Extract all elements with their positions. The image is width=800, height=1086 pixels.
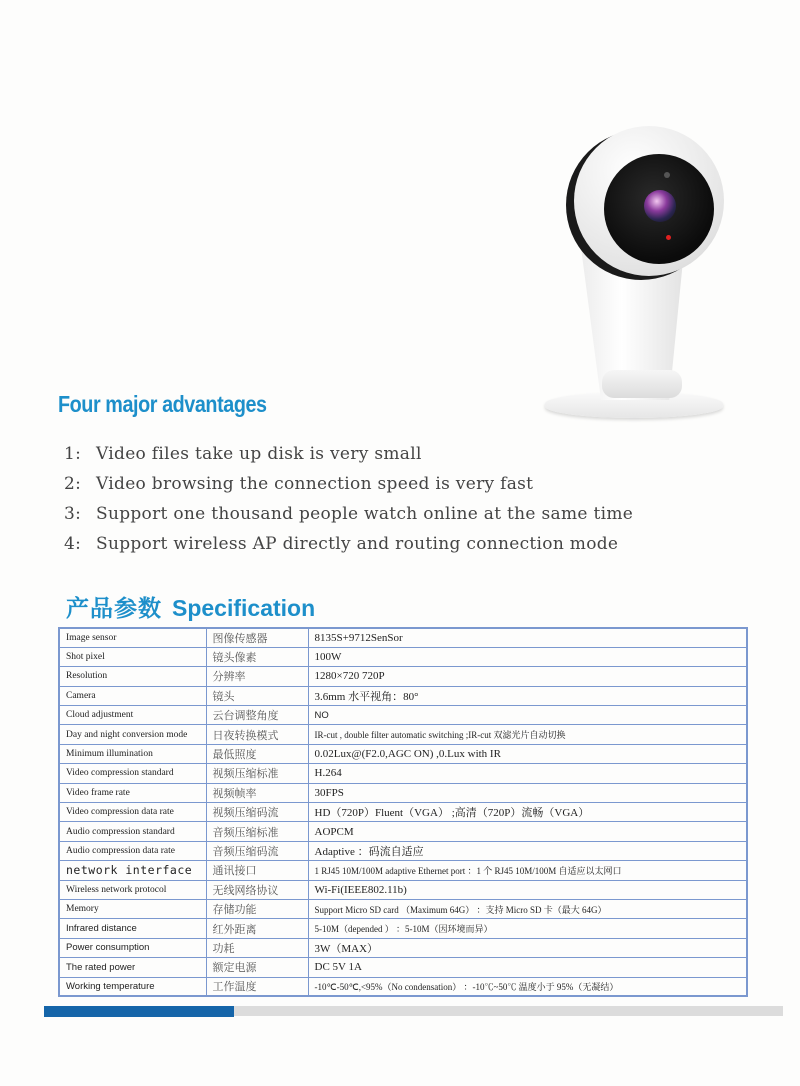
spec-value: Support Micro SD card （Maximum 64G） ：支持 Micro SD 卡（最大 64G）	[308, 899, 747, 918]
camera-hinge	[602, 370, 682, 398]
spec-label-cn: 存储功能	[206, 899, 308, 918]
spec-label-cn: 音频压缩标准	[206, 822, 308, 841]
table-row	[59, 764, 747, 783]
spec-value: 5-10M（depended ） ：5-10M（因环境而异）	[308, 919, 747, 938]
table-row	[59, 938, 747, 957]
spec-value: NO	[308, 706, 747, 725]
spec-value: Wi-Fi(IEEE802.11b)	[308, 880, 747, 899]
spec-label-cn: 无线网络协议	[206, 880, 308, 899]
advantage-text: Video files take up disk is very small	[96, 444, 422, 464]
spec-label-en: Day and night conversion mode	[59, 725, 206, 744]
advantage-item	[64, 501, 633, 531]
spec-label-cn: 额定电源	[206, 958, 308, 977]
table-row	[59, 919, 747, 938]
spec-value: -10℃-50℃,<95%（No condensation） ：-10℃~50℃ 温度小于 95%（无凝结）	[308, 977, 747, 996]
spec-label-en: network interface	[59, 861, 206, 880]
spec-label-en: Video compression standard	[59, 764, 206, 783]
spec-label-cn: 图像传感器	[206, 628, 308, 647]
footer-bar-track	[234, 1006, 783, 1016]
advantage-number: 2:	[64, 474, 82, 494]
advantage-text: Support one thousand people watch online at the same time	[96, 504, 634, 524]
spec-label-cn: 云台调整角度	[206, 706, 308, 725]
spec-value: H.264	[308, 764, 747, 783]
advantage-text: Video browsing the connection speed is very fast	[96, 474, 534, 494]
camera-product-image	[540, 120, 730, 420]
spec-label-cn: 红外距离	[206, 919, 308, 938]
spec-label-en: Image sensor	[59, 628, 206, 647]
spec-value: 3.6mm 水平视角：80°	[308, 686, 747, 705]
footer-bar-accent	[44, 1006, 234, 1017]
spec-label-cn: 镜头	[206, 686, 308, 705]
spec-label-en: Shot pixel	[59, 647, 206, 666]
spec-label-en: Video compression data rate	[59, 803, 206, 822]
spec-label-en: Video frame rate	[59, 783, 206, 802]
spec-label-en: Audio compression data rate	[59, 841, 206, 860]
specification-heading-en: Specification	[172, 595, 316, 621]
spec-value: 8135S+9712SenSor	[308, 628, 747, 647]
table-row	[59, 744, 747, 763]
spec-label-cn: 视频帧率	[206, 783, 308, 802]
table-row	[59, 628, 747, 647]
camera-light-sensor	[664, 172, 670, 178]
spec-label-en: Memory	[59, 899, 206, 918]
spec-label-en: Infrared distance	[59, 919, 206, 938]
spec-label-en: Camera	[59, 686, 206, 705]
table-row	[59, 822, 747, 841]
spec-value: 1280×720 720P	[308, 667, 747, 686]
spec-label-en: Working temperature	[59, 977, 206, 996]
spec-label-cn: 镜头像素	[206, 647, 308, 666]
spec-value: 30FPS	[308, 783, 747, 802]
camera-lens	[644, 190, 676, 222]
advantages-list	[64, 441, 633, 561]
spec-label-cn: 视频压缩码流	[206, 803, 308, 822]
spec-label-en: Cloud adjustment	[59, 706, 206, 725]
advantage-number: 1:	[64, 444, 82, 464]
table-row	[59, 841, 747, 860]
spec-value: 0.02Lux@(F2.0,AGC ON) ,0.Lux with IR	[308, 744, 747, 763]
table-row	[59, 706, 747, 725]
spec-label-cn: 日夜转换模式	[206, 725, 308, 744]
table-row	[59, 667, 747, 686]
spec-value: Adaptive ：码流自适应	[308, 841, 747, 860]
table-row	[59, 899, 747, 918]
spec-label-en: The rated power	[59, 958, 206, 977]
table-row	[59, 977, 747, 996]
spec-label-en: Wireless network protocol	[59, 880, 206, 899]
spec-value: AOPCM	[308, 822, 747, 841]
specification-table	[58, 627, 748, 997]
table-row	[59, 861, 747, 880]
spec-label-cn: 分辨率	[206, 667, 308, 686]
advantage-number: 4:	[64, 534, 82, 554]
table-row	[59, 686, 747, 705]
camera-status-led	[666, 235, 671, 240]
spec-value: DC 5V 1A	[308, 958, 747, 977]
spec-label-cn: 工作温度	[206, 977, 308, 996]
spec-label-en: Power consumption	[59, 938, 206, 957]
table-row	[59, 880, 747, 899]
spec-label-en: Resolution	[59, 667, 206, 686]
spec-value: IR-cut , double filter automatic switching ;IR-cut 双滤光片自动切换	[308, 725, 747, 744]
spec-value: HD（720P）Fluent（VGA） ;高清（720P）流畅（VGA）	[308, 803, 747, 822]
spec-label-cn: 最低照度	[206, 744, 308, 763]
advantage-item	[64, 471, 633, 501]
spec-value: 1 RJ45 10M/100M adaptive Ethernet port ：1 个 RJ45 10M/100M 自适应以太网口	[308, 861, 747, 880]
table-row	[59, 725, 747, 744]
spec-label-cn: 视频压缩标准	[206, 764, 308, 783]
table-row	[59, 647, 747, 666]
spec-label-cn: 通讯接口	[206, 861, 308, 880]
table-row	[59, 958, 747, 977]
spec-label-cn: 功耗	[206, 938, 308, 957]
table-row	[59, 803, 747, 822]
advantage-item	[64, 441, 633, 471]
advantage-number: 3:	[64, 504, 82, 524]
advantages-heading: Four major advantages	[58, 391, 267, 417]
spec-value: 100W	[308, 647, 747, 666]
advantage-item	[64, 531, 633, 561]
table-row	[59, 783, 747, 802]
specification-heading-cn: 产品参数	[66, 595, 162, 621]
specification-heading	[66, 590, 315, 623]
spec-label-en: Audio compression standard	[59, 822, 206, 841]
spec-label-cn: 音频压缩码流	[206, 841, 308, 860]
spec-label-en: Minimum illumination	[59, 744, 206, 763]
spec-value: 3W（MAX）	[308, 938, 747, 957]
advantage-text: Support wireless AP directly and routing connection mode	[96, 534, 619, 554]
